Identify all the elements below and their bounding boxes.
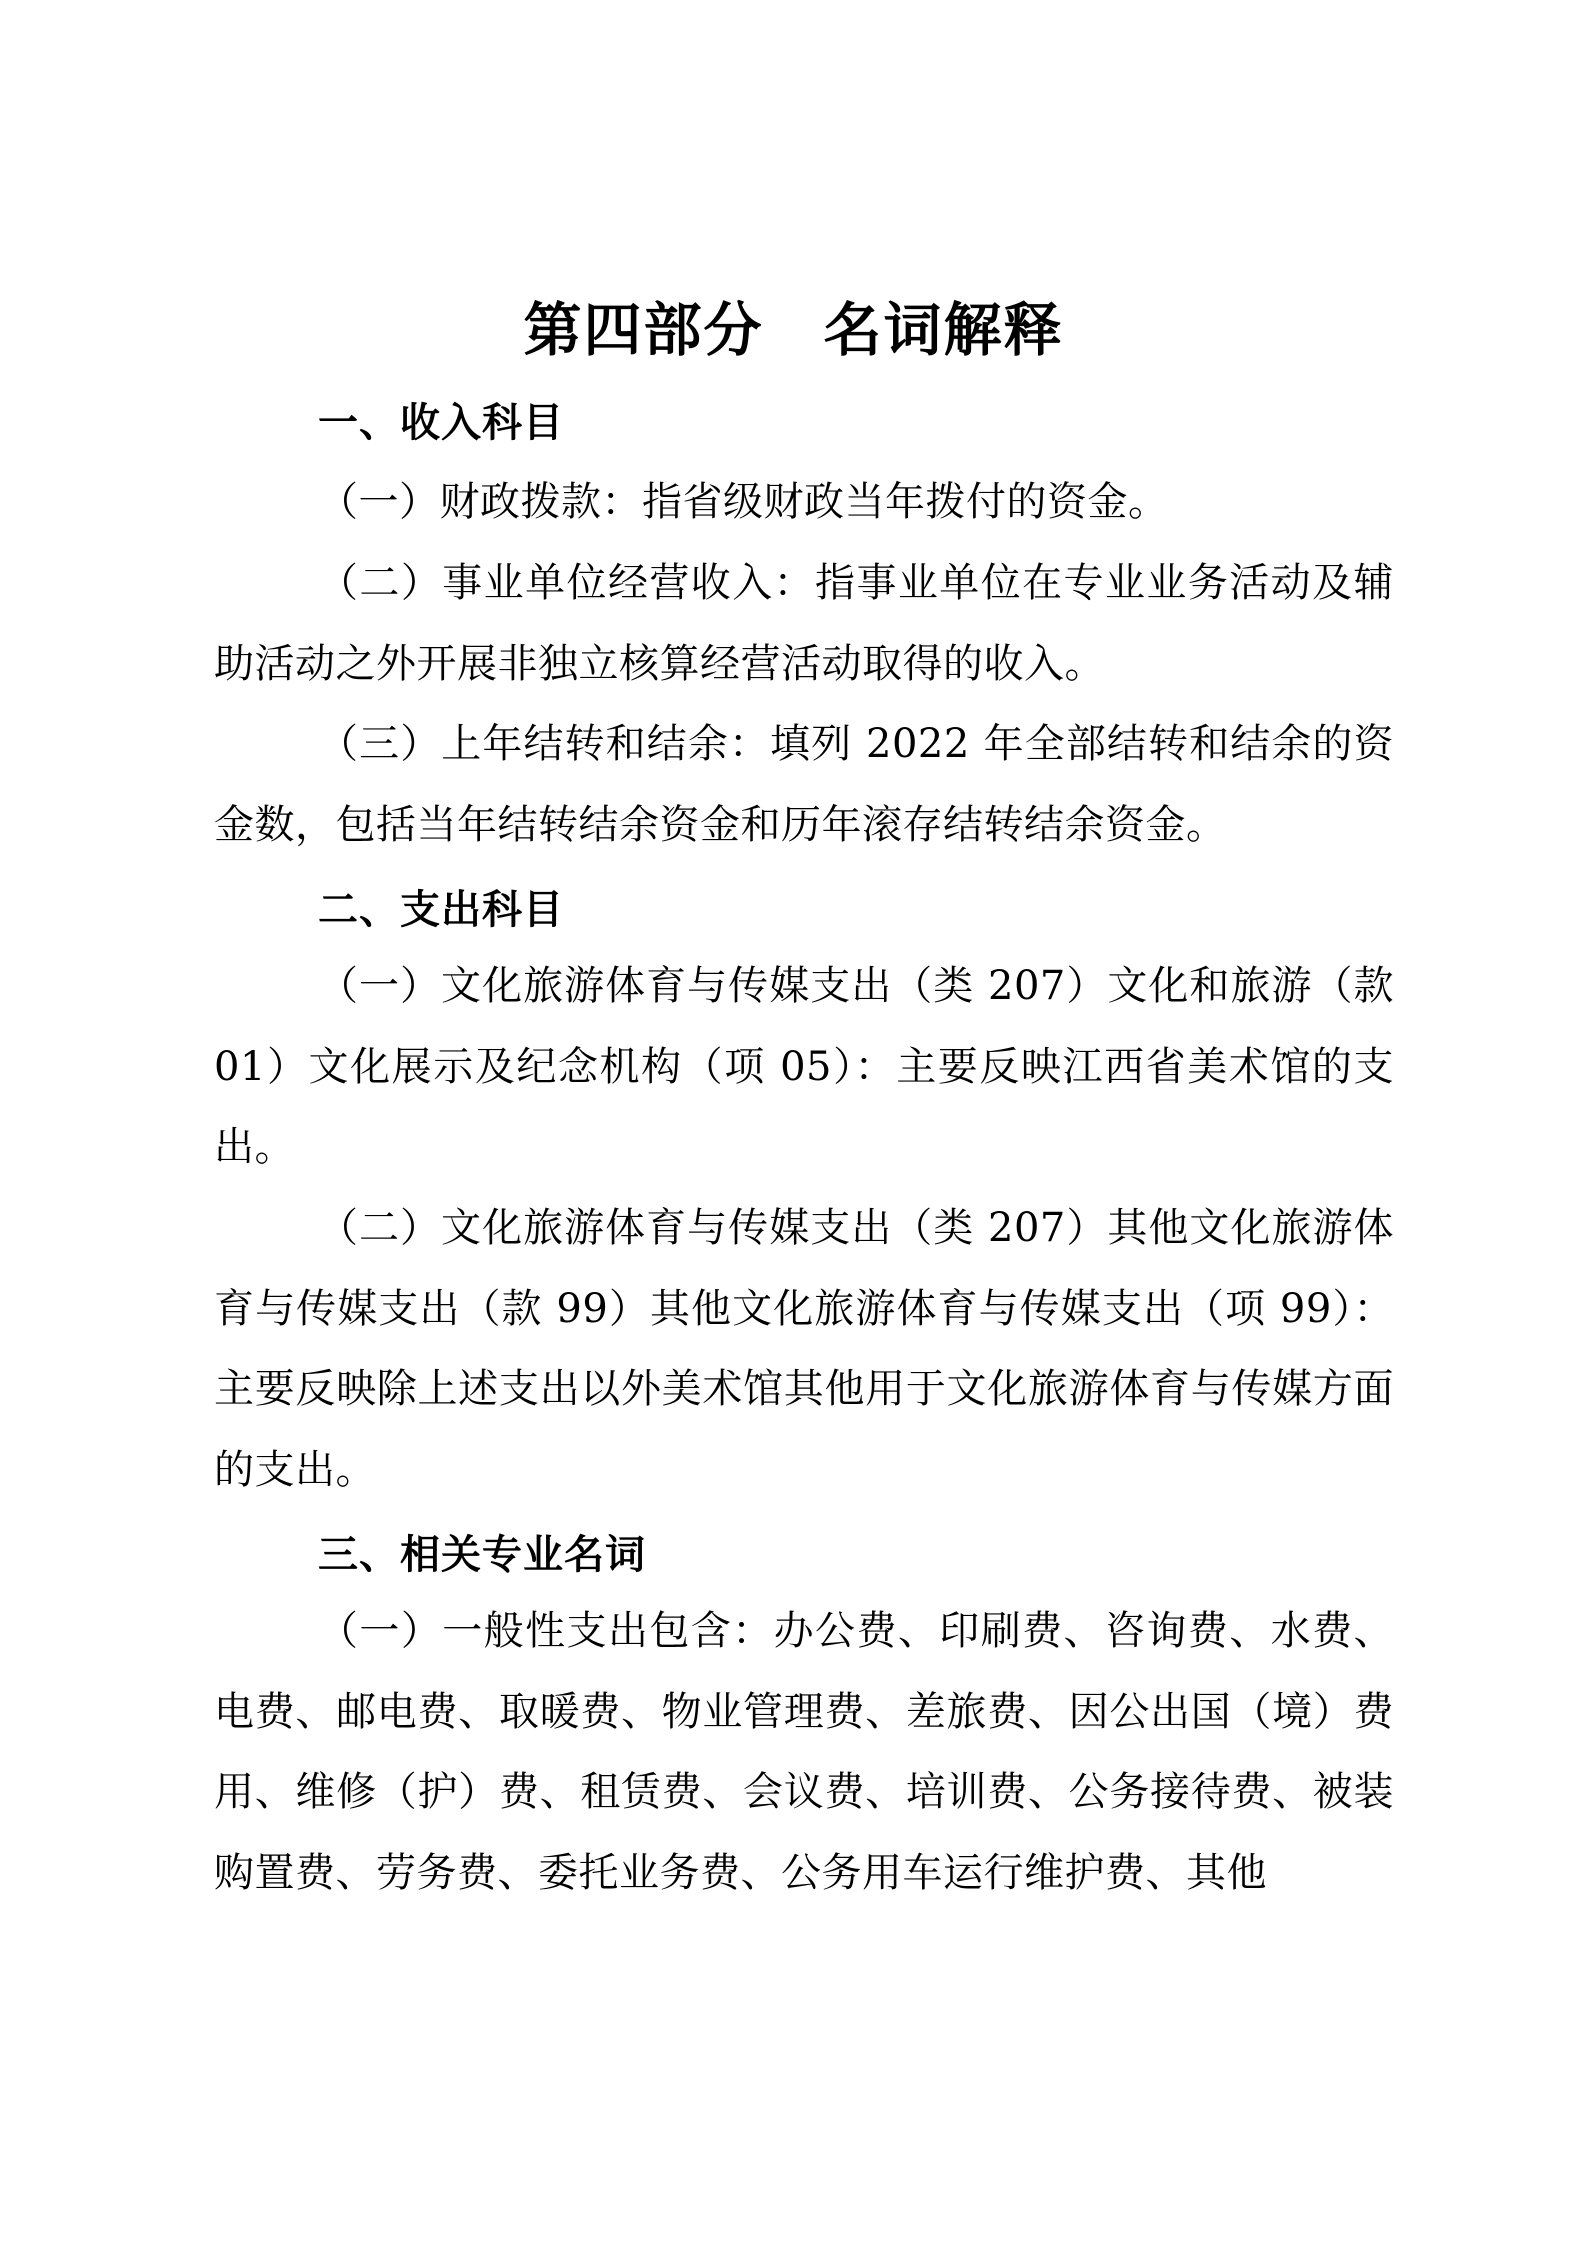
paragraph-general-expenditure: （一）一般性支出包含：办公费、印刷费、咨询费、水费、电费、邮电费、取暖费、物业管理费、差旅费、因公出国（境）费用、维修（护）费、租赁费、会议费、培训费、公务接待费、被装购置费、劳务费、委托业务费、公务用车运行维护费、其他: [214, 1608, 1394, 1896]
section-heading-terms: 三、相关专业名词: [318, 1532, 646, 1578]
paragraph-other-culture-expenditure: （二）文化旅游体育与传媒支出（类 207）其他文化旅游体育与传媒支出（款 99）其他文化旅游体育与传媒支出（项 99）：主要反映除上述支出以外美术馆其他用于文化旅游体育与传媒方面的支出。: [214, 1205, 1394, 1493]
paragraph-culture-display-expenditure: （一）文化旅游体育与传媒支出（类 207）文化和旅游（款 01）文化展示及纪念机构（项 05）：主要反映江西省美术馆的支出。: [214, 963, 1394, 1170]
section-heading-income: 一、收入科目: [318, 400, 564, 446]
section-heading-expenditure: 二、支出科目: [318, 887, 564, 933]
page-title: 第四部分 名词解释: [523, 296, 1064, 364]
paragraph-business-income: （二）事业单位经营收入：指事业单位在专业业务活动及辅助活动之外开展非独立核算经营活动取得的收入。: [214, 560, 1394, 687]
paragraph-prior-year-carryover: （三）上年结转和结余：填列 2022 年全部结转和结余的资金数，包括当年结转结余资金和历年滚存结转结余资金。: [214, 721, 1394, 848]
paragraph-fiscal-appropriation: （一）财政拨款：指省级财政当年拨付的资金。: [318, 479, 1169, 525]
